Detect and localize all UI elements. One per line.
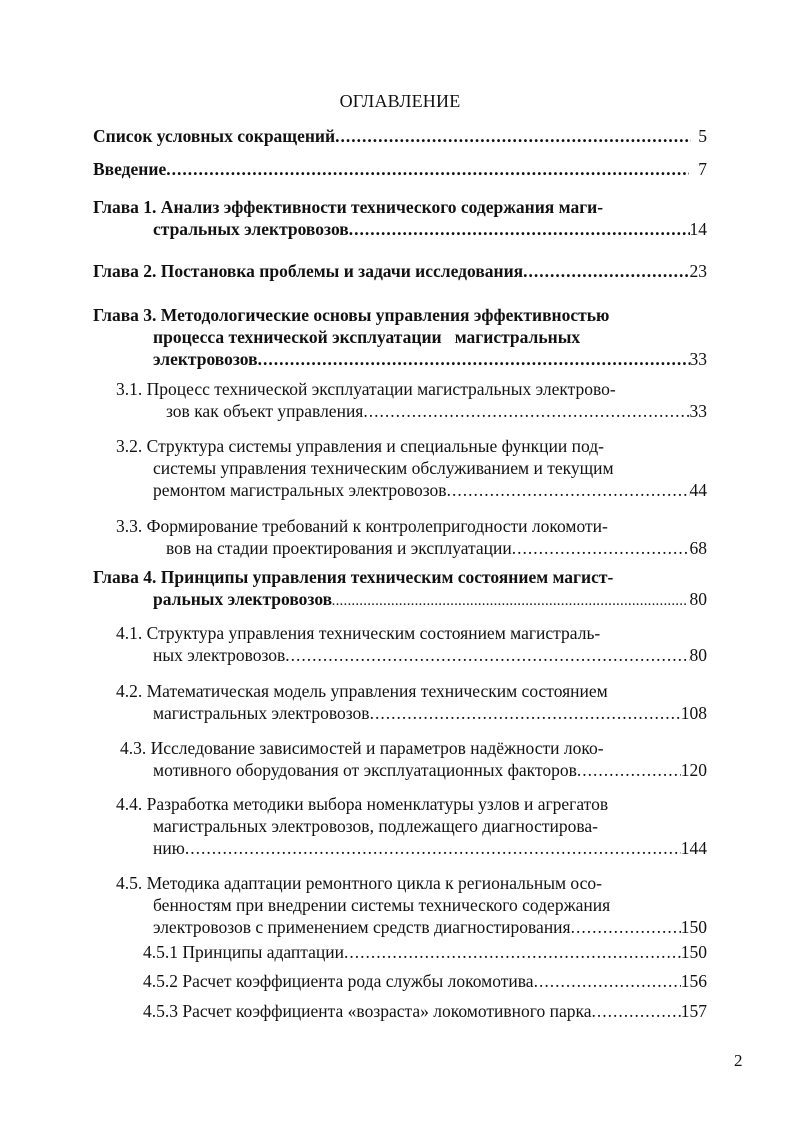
toc-entry-text: 4.5.3 Расчет коэффициента «возраста» локомотивного парка ..... bbox=[143, 1000, 681, 1022]
toc-entry-chapter-2[interactable] bbox=[93, 260, 707, 282]
toc-entry-text: 4.1. Структура управления техническим состоянием магистраль- bbox=[116, 623, 601, 643]
toc-entry-text: бенностям при внедрении системы технического содержания bbox=[153, 895, 611, 915]
toc-entry-section-4-2[interactable] bbox=[116, 680, 707, 724]
toc-page-number: 14 bbox=[689, 219, 707, 239]
toc-entry-section-3-3[interactable] bbox=[116, 515, 707, 559]
toc-entry-text: зов как объект управления ..... bbox=[166, 400, 690, 422]
toc-page-number: 150 bbox=[680, 917, 707, 937]
toc-entry-section-4-1[interactable] bbox=[116, 622, 707, 666]
toc-entry-text: Глава 2. Постановка проблемы и задачи исследования ..... bbox=[93, 260, 690, 282]
toc-entry-text: ных электровозов ..... bbox=[153, 644, 690, 666]
toc-page-number: 144 bbox=[680, 838, 707, 858]
toc-entry-text: 4.4. Разработка методики выбора номенклатуры узлов и агрегатов bbox=[116, 794, 609, 814]
toc-page-number: 80 bbox=[689, 589, 707, 609]
page-number: 2 bbox=[734, 1051, 743, 1070]
toc-entry-text: ремонтом магистральных электровозов ..... bbox=[153, 479, 690, 501]
toc-entry-introduction[interactable] bbox=[93, 158, 707, 180]
toc-page-number: 33 bbox=[689, 349, 707, 369]
toc-page-number: 80 bbox=[689, 645, 707, 665]
toc-entry-text: 4.3. Исследование зависимостей и параметров надёжности локо- bbox=[120, 738, 604, 758]
toc-entry-section-3-1[interactable] bbox=[116, 378, 707, 422]
toc-page-number: 33 bbox=[689, 401, 707, 421]
toc-page-number: 7 bbox=[698, 159, 707, 179]
toc-entry-chapter-1[interactable] bbox=[93, 196, 707, 240]
toc-entry-text: 4.5. Методика адаптации ремонтного цикла к региональным осо- bbox=[116, 873, 602, 893]
toc-entry-chapter-4[interactable] bbox=[93, 566, 707, 613]
toc-entry-abbreviations[interactable] bbox=[93, 125, 707, 147]
toc-entry-text: 3.3. Формирование требований к контролепригодности локомоти- bbox=[116, 516, 608, 536]
toc-page-number: 156 bbox=[680, 971, 707, 991]
toc-title: ОГЛАВЛЕНИЕ bbox=[339, 91, 461, 111]
toc-entry-text: вов на стадии проектирования и эксплуатации ..... bbox=[166, 537, 690, 559]
toc-entry-section-3-2[interactable] bbox=[116, 435, 707, 501]
toc-page-number: 23 bbox=[689, 261, 707, 281]
toc-entry-section-4-3[interactable] bbox=[120, 737, 707, 781]
toc-entry-subsection-4-5-1[interactable] bbox=[143, 941, 707, 963]
toc-page-number: 150 bbox=[680, 942, 707, 962]
toc-entry-text: 3.1. Процесс технической эксплуатации магистральных электрово- bbox=[116, 379, 616, 399]
toc-page-number: 44 bbox=[689, 480, 707, 500]
toc-entry-text: Глава 3. Методологические основы управления эффективностью bbox=[93, 305, 610, 325]
toc-entry-subsection-4-5-2[interactable] bbox=[143, 970, 707, 992]
toc-entry-section-4-5[interactable] bbox=[116, 872, 707, 938]
toc-entry-text: магистральных электровозов, подлежащего диагностирова- bbox=[153, 816, 598, 836]
toc-entry-chapter-3[interactable] bbox=[93, 304, 707, 370]
toc-entry-text: 4.5.1 Принципы адаптации ..... bbox=[143, 941, 681, 963]
toc-entry-text: стральных электровозов ..... bbox=[153, 218, 690, 240]
toc-entry-text: Глава 1. Анализ эффективности технического содержания маги- bbox=[93, 197, 604, 217]
toc-entry-subsection-4-5-3[interactable] bbox=[143, 1000, 707, 1022]
toc-page-number: 5 bbox=[698, 126, 707, 146]
toc-page-number: 108 bbox=[680, 703, 707, 723]
toc-entry-text: мотивного оборудования от эксплуатационных факторов ..... bbox=[153, 759, 681, 781]
toc-page-number: 68 bbox=[689, 538, 707, 558]
toc-entry-text: магистральных электровозов ..... bbox=[153, 702, 681, 724]
toc-entry-text: системы управления техническим обслуживанием и текущим bbox=[153, 458, 614, 478]
toc-entry-text: ральных электровозов ..... bbox=[153, 588, 687, 613]
toc-entry-section-4-4[interactable] bbox=[116, 793, 707, 859]
toc-entry-text: процесса технической эксплуатации магистральных bbox=[153, 327, 581, 347]
toc-page-number: 120 bbox=[680, 760, 707, 780]
toc-entry-text: Глава 4. Принципы управления техническим состоянием магист- bbox=[93, 567, 614, 587]
toc-entry-text: электровозов ..... bbox=[153, 348, 690, 370]
toc-entry-text: Список условных сокращений ..... bbox=[93, 125, 691, 147]
toc-entry-text: Введение ..... bbox=[93, 158, 689, 180]
toc-entry-text: нию ..... bbox=[153, 837, 681, 859]
toc-page-number: 157 bbox=[680, 1001, 707, 1021]
toc-entry-text: 3.2. Структура системы управления и специальные функции под- bbox=[116, 436, 604, 456]
toc-entry-text: электровозов с применением средств диагностирования ..... bbox=[153, 916, 681, 938]
toc-entry-text: 4.2. Математическая модель управления техническим состоянием bbox=[116, 681, 608, 701]
toc-entry-text: 4.5.2 Расчет коэффициента рода службы локомотива ..... bbox=[143, 970, 681, 992]
